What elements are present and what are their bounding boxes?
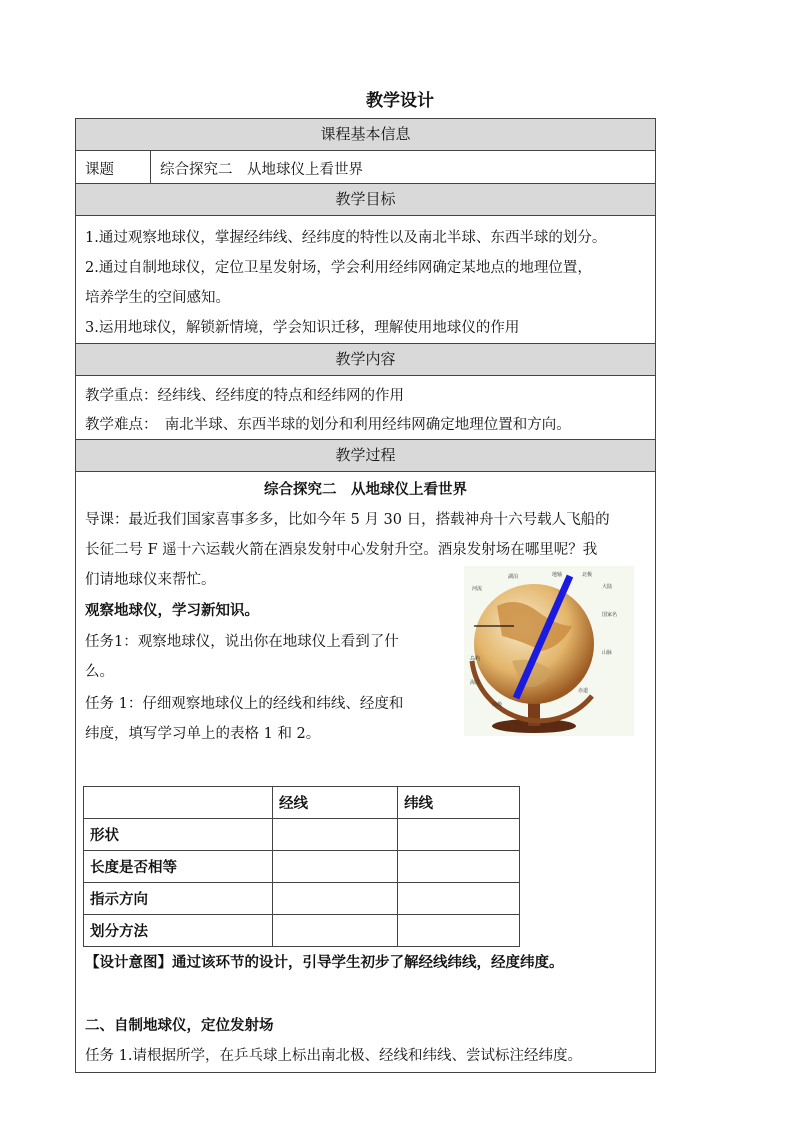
objectives-header: 教学目标 (76, 184, 655, 216)
globe-label: 海洋 (470, 680, 481, 686)
task1b-line: 任务 1：仔细观察地球仪上的经线和纬线、经度和 (85, 696, 404, 712)
answer-cell[interactable] (273, 851, 398, 883)
objective-line: 3.运用地球仪，解锁新情境，学会知识迁移，理解使用地球仪的作用 (85, 320, 520, 336)
globe-label: 赤道 (578, 688, 589, 694)
intro-line: 导课：最近我们国家喜事多多，比如今年 5 月 30 日，搭载神舟十六号载人飞船的 (85, 512, 610, 528)
observation-table (83, 786, 520, 947)
answer-cell[interactable] (273, 819, 398, 851)
section2-heading: 二、自制地球仪，定位发射场 (85, 1018, 274, 1034)
topic-label-cell (76, 151, 151, 183)
globe-svg (442, 566, 652, 736)
answer-cell[interactable] (398, 915, 520, 947)
objectives-body (76, 216, 655, 344)
objective-line: 2.通过自制地球仪，定位卫星发射场，学会利用经纬网确定某地点的地理位置， (85, 260, 592, 276)
globe-label: 大陆 (602, 584, 613, 590)
globe-label: 湖泊 (508, 574, 519, 580)
globe-label: 南极 (492, 702, 503, 708)
table-row (84, 819, 520, 851)
objective-line: 1.通过观察地球仪，掌握经纬线、经纬度的特性以及南北半球、东西半球的划分。 (85, 230, 607, 246)
objective-line: 培养学生的空间感知。 (85, 290, 230, 306)
answer-cell[interactable] (398, 883, 520, 915)
content-body (76, 376, 655, 440)
intro-line: 们请地球仪来帮忙。 (85, 572, 216, 588)
table-header-row (84, 787, 520, 819)
row-label: 形状 (84, 819, 273, 851)
table-header-cell (84, 787, 273, 819)
answer-cell[interactable] (273, 883, 398, 915)
table-row (84, 915, 520, 947)
row-label: 长度是否相等 (84, 851, 273, 883)
task2-line: 任务 1.请根据所学，在乒乓球上标出南北极、经线和纬线、尝试标注经纬度。 (85, 1048, 582, 1064)
intro-line: 长征二号 F 遥十六运载火箭在酒泉发射中心发射升空。酒泉发射场在哪里呢？我 (85, 542, 598, 558)
process-body (76, 472, 655, 1072)
task1-line: 么。 (85, 664, 114, 680)
table-header-cell: 经线 (273, 787, 398, 819)
table-header-cell: 纬线 (398, 787, 520, 819)
globe-illustration (442, 566, 652, 736)
globe-label: 岛屿 (470, 656, 481, 662)
basic-info-header: 课程基本信息 (76, 119, 655, 151)
globe-label: 国家名 (602, 612, 618, 618)
answer-cell[interactable] (273, 915, 398, 947)
process-header: 教学过程 (76, 440, 655, 472)
globe-label: 山脉 (602, 650, 613, 656)
row-label: 划分方法 (84, 915, 273, 947)
globe-label: 北极 (582, 572, 593, 578)
document-title: 教学设计 (366, 91, 434, 111)
key-point-line: 教学重点：经纬线、经纬度的特点和经纬网的作用 (85, 388, 404, 404)
process-subtitle: 综合探究二 从地球仪上看世界 (264, 482, 467, 498)
task1b-line: 纬度，填写学习单上的表格 1 和 2。 (85, 726, 321, 742)
design-intent: 【设计意图】通过该环节的设计，引导学生初步了解经线纬线，经度纬度。 (85, 955, 564, 971)
observe-heading: 观察地球仪，学习新知识。 (85, 603, 259, 619)
topic-row (76, 151, 655, 184)
task1-line: 任务1：观察地球仪，说出你在地球仪上看到了什 (85, 634, 399, 650)
table-row (84, 851, 520, 883)
answer-cell[interactable] (398, 851, 520, 883)
topic-label: 课题 (85, 162, 114, 178)
table-row (84, 883, 520, 915)
globe-label: 地轴 (552, 572, 563, 578)
answer-cell[interactable] (398, 819, 520, 851)
topic-value: 综合探究二 从地球仪上看世界 (160, 162, 363, 178)
difficult-point-line: 教学难点： 南北半球、东西半球的划分和利用经纬网确定地理位置和方向。 (85, 417, 571, 433)
row-label: 指示方向 (84, 883, 273, 915)
content-header: 教学内容 (76, 344, 655, 376)
globe-label: 河流 (472, 586, 483, 592)
